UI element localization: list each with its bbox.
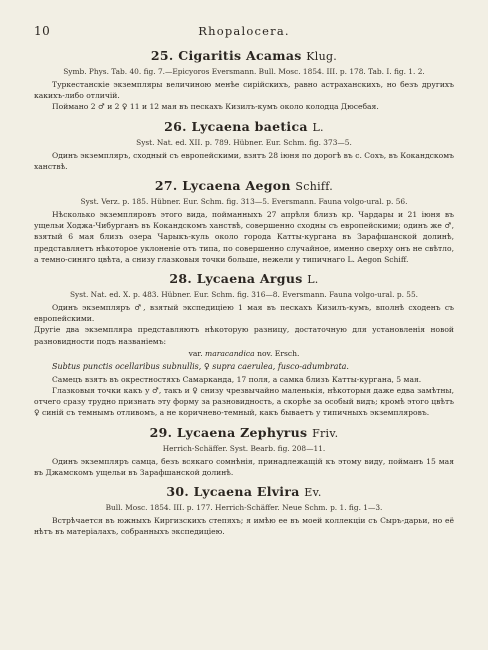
species-author: Friv. (312, 426, 339, 440)
species-number: 29. (149, 424, 173, 440)
species-name: Lycaena Aegon (182, 178, 291, 194)
variety-line (34, 348, 454, 360)
variety-prefix: var. (188, 348, 203, 358)
species-paragraph: Глазковыя точки какъ у ♂, такъ и ♀ снизу чрезвычайно маленькія, нѣкоторыя даже едва замѣтны, отчего сразу трудно признать эту форму за разновидность, а скорѣе за особый видъ; кромѣ этого цвѣтъ ♀ синій съ темнымъ отливомъ, а не коричнево-темный, какъ бываетъ у типичныхъ экземпляровъ. (34, 386, 454, 418)
species-author: Schiff. (295, 180, 334, 194)
species-name: Lycaena Argus (196, 271, 303, 287)
species-number: 26. (164, 118, 187, 134)
species-paragraph: Одинъ экземпляръ, сходный съ европейскими, взятъ 28 іюня по дорогѣ въ с. Сохъ, въ Кокандскомъ ханствѣ. (34, 150, 454, 171)
species-paragraph: Встрѣчается въ южныхъ Киргизскихъ степяхъ; я имѣю ее въ моей коллекціи съ Сыръ-дарьи, но её нѣтъ въ матеріалахъ, собранныхъ экспедиціею. (34, 516, 454, 537)
species-entry (34, 271, 454, 419)
species-heading (34, 48, 454, 63)
species-references: Syst. Nat. ed. XII. p. 789. Hübner. Eur. Schm. fig. 373—5. (136, 137, 352, 147)
species-entry (34, 484, 454, 537)
species-paragraph: Другіе два экземпляра представляютъ нѣкоторую разницу, достаточную для установленія новой разновидности подъ названіемъ: (34, 325, 454, 346)
species-name: Cigaritis Acamas (178, 48, 302, 63)
species-heading (34, 271, 454, 286)
species-name: Lycaena Zephyrus (176, 424, 308, 440)
running-title: Rhopalocera. (198, 24, 290, 38)
species-number: 28. (169, 271, 193, 287)
species-references: Syst. Nat. ed. X. p. 483. Hübner. Eur. Schm. fig. 316—8. Eversmann. Fauna volgo-ural. p. 55. (69, 290, 419, 300)
species-number: 30. (166, 484, 189, 500)
species-paragraph: Одинъ экземпляръ самца, безъ всякаго сомнѣнія, принадлежащій къ этому виду, пойманъ 15 мая въ Джамскомъ ущельи въ Зарафшанской долинѣ. (34, 456, 454, 477)
species-paragraph: Поймано 2 ♂ и 2 ♀ 11 и 12 мая въ пескахъ Кизилъ-кумъ около колодца Дюсебая. (52, 102, 379, 112)
species-author: L. (307, 273, 319, 287)
species-name: Lycaena Elvira (193, 484, 300, 500)
species-heading (34, 425, 454, 440)
latin-diagnosis (52, 361, 454, 373)
species-entry (34, 425, 454, 478)
species-paragraph: Одинъ экземпляръ ♂, взятый экспедиціею 1 мая въ пескахъ Кизилъ-кумъ, вполнѣ сходенъ съ европейскими. (34, 303, 454, 324)
species-author: L. (312, 120, 324, 134)
species-number: 25. (150, 48, 174, 63)
page-number: 10 (34, 24, 51, 38)
species-paragraph: Самецъ взятъ въ окрестностяхъ Самарканда, 17 поля, а самка близъ Катты-кургана, 5 мая. (52, 374, 422, 384)
species-name: Lycaena baetica (191, 118, 308, 134)
species-paragraph: Нѣсколько экземпляровъ этого вида, пойманныхъ 27 апрѣля близъ кр. Чардары и 21 іюня въ ущельи Ходжа-Чибурганъ въ Кокандскомъ ханствѣ, совершенно сходны съ европейскими; одинъ же ♂, взятый 6 мая близъ озера Чарыкъ-куль около города Катты-кургана въ Зарафшанской долинѣ, представляетъ нѣкоторое уклоненіе отъ типа, по совершенно случайное, именно сверху онъ не свѣтло, а темно-синяго цвѣта, а снизу глазковыя точки больше, нежели у типичнаго L. Aegon Schiff. (34, 210, 454, 264)
species-references: Syst. Verz. p. 185. Hübner. Eur. Schm. fig. 313—5. Eversmann. Fauna volgo-ural. p. 56. (80, 197, 408, 207)
species-author: Ev. (304, 486, 322, 500)
species-entry (34, 119, 454, 172)
species-number: 27. (154, 178, 178, 194)
species-references: Herrich-Schäffer. Syst. Bearb. fig. 208—11. (162, 443, 326, 453)
species-heading (34, 484, 454, 499)
species-author: Klug. (306, 50, 338, 63)
species-heading (34, 178, 454, 193)
species-paragraph: Туркестанскіе экземпляры величиною менѣе сирійскихъ, равно астраханскихъ, но безъ другихъ какихъ-либо отличій. (34, 80, 454, 101)
variety-suffix: nov. Ersch. (257, 348, 300, 358)
species-entry (34, 48, 454, 113)
species-references: Bull. Mosc. 1854. III. p. 177. Herrich-Schäffer. Neue Schm. p. 1. fig. 1—3. (105, 503, 383, 513)
species-references: Symb. Phys. Tab. 40. fig. 7.—Epicyoros Eversmann. Bull. Mosc. 1854. III. p. 178. Tab. I. fig. 1. 2. (63, 67, 425, 76)
latin-diagnosis-text: Subtus punctis ocellaribus subnullis, ♀ supra caerulea, fusco-adumbrata. (52, 361, 349, 371)
variety-name: maracandica (205, 348, 255, 358)
species-entry (34, 178, 454, 265)
running-head (34, 24, 454, 42)
species-heading (34, 119, 454, 134)
